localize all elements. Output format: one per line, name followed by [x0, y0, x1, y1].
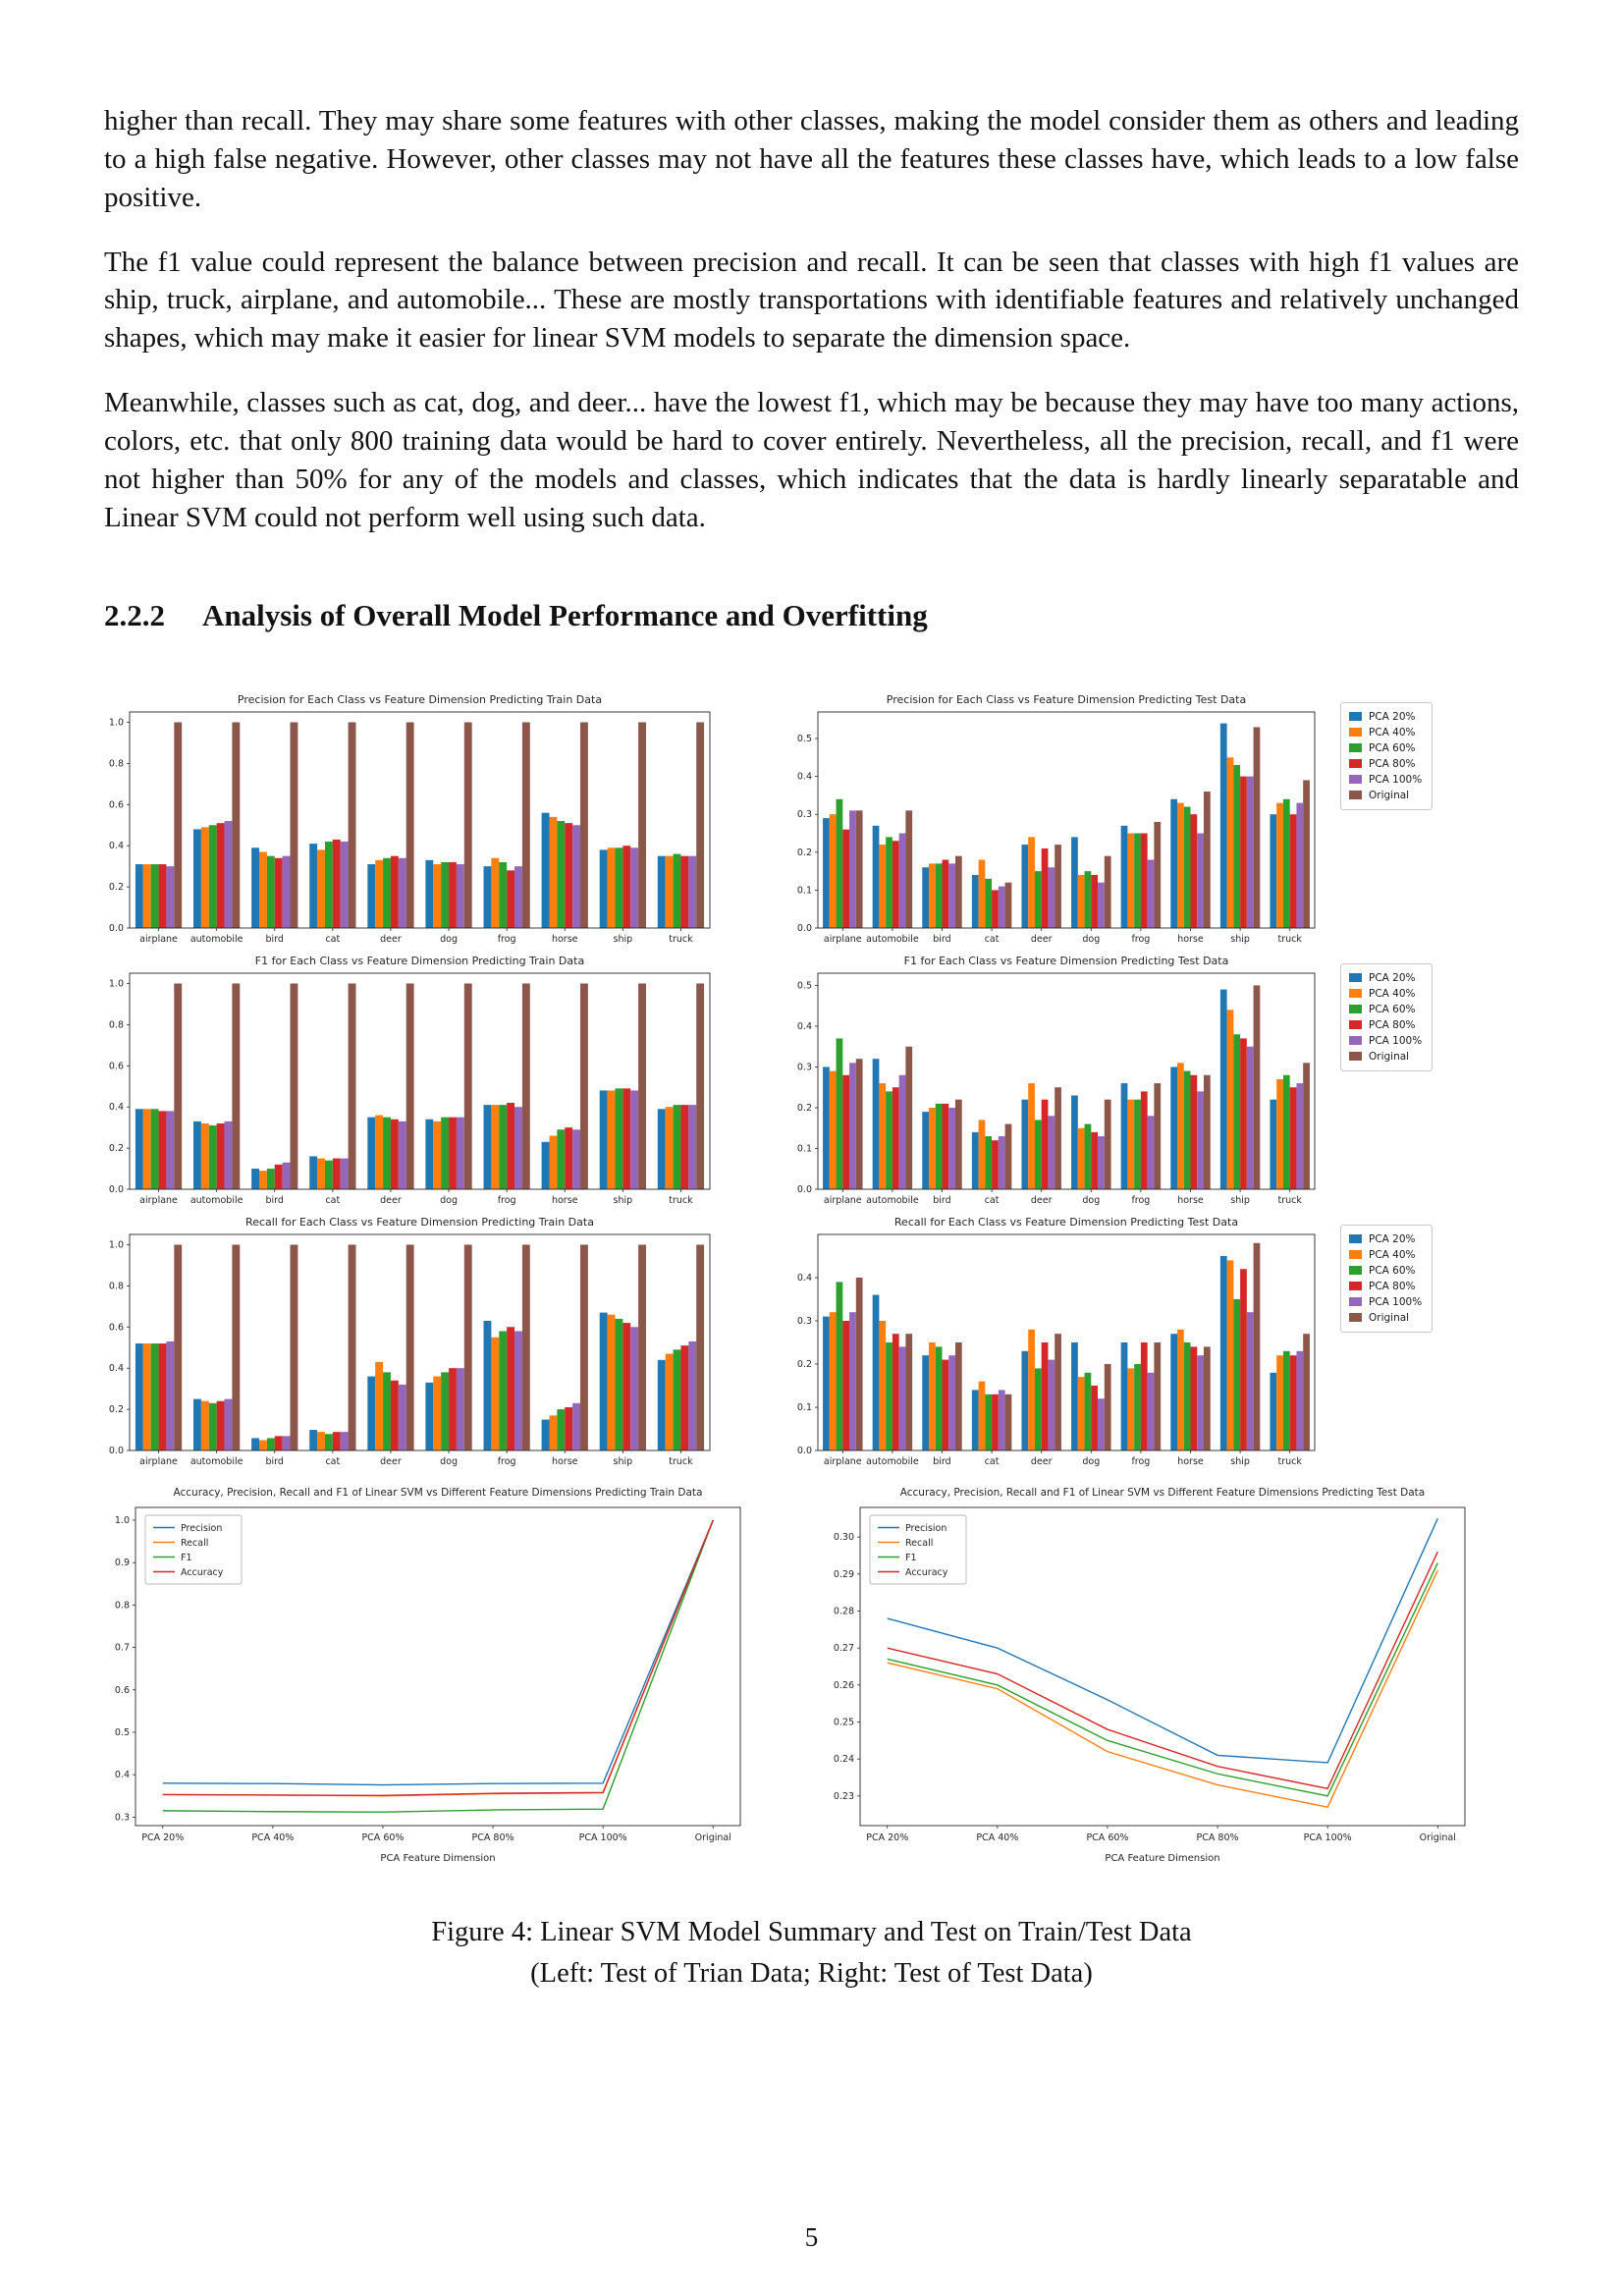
svg-text:truck: truck: [1277, 1194, 1302, 1206]
svg-text:0.28: 0.28: [833, 1606, 854, 1617]
svg-text:0.0: 0.0: [796, 922, 812, 934]
svg-text:truck: truck: [1277, 1455, 1302, 1467]
svg-text:automobile: automobile: [189, 1194, 243, 1206]
section-heading: [104, 598, 1519, 633]
legend-color-swatch: [1349, 1020, 1362, 1029]
svg-text:horse: horse: [1177, 1194, 1204, 1206]
svg-text:frog: frog: [497, 1194, 516, 1206]
svg-text:0.4: 0.4: [796, 1272, 812, 1284]
paragraph-3: Meanwhile, classes such as cat, dog, and deer... have the lowest f1, which may be because they may have too many actions, colors, etc. that only 800 training data would be hard to cover entirely. Nevertheless, all the precision, recall, and f1 were not higher than 50% for any of the models and classes, which indicates that the data is hardly linearly separatable and Linear SVM could not perform well using such data.: [104, 387, 1519, 533]
legend-color-swatch: [1349, 973, 1362, 982]
svg-text:bird: bird: [265, 1455, 284, 1467]
svg-text:Original: Original: [694, 1831, 731, 1843]
svg-text:automobile: automobile: [189, 1455, 243, 1467]
svg-text:0.24: 0.24: [833, 1753, 854, 1765]
svg-text:1.0: 1.0: [108, 717, 124, 729]
body-text-column: [0, 0, 1623, 633]
svg-text:automobile: automobile: [866, 1455, 919, 1467]
svg-text:0.4: 0.4: [796, 771, 812, 783]
svg-text:bird: bird: [265, 933, 284, 945]
svg-text:Accuracy, Precision, Recall an: Accuracy, Precision, Recall and F1 of Linear SVM vs Different Feature Dimensions Predicting Test Data: [899, 1486, 1426, 1499]
legend-recall-test: [1340, 1225, 1433, 1333]
svg-text:truck: truck: [669, 1194, 693, 1206]
svg-text:cat: cat: [325, 933, 341, 945]
svg-text:ship: ship: [613, 933, 633, 945]
f1-row: [86, 952, 1623, 1213]
chart-recall-test: [775, 1213, 1325, 1474]
svg-text:dog: dog: [1082, 1455, 1101, 1467]
svg-text:ship: ship: [613, 1194, 633, 1206]
svg-text:F1 for Each Class vs Feature D: F1 for Each Class vs Feature Dimension Predicting Train Data: [254, 954, 585, 967]
svg-text:F1: F1: [905, 1552, 917, 1563]
legend-label: PCA 100%: [1369, 773, 1423, 786]
svg-text:0.5: 0.5: [796, 980, 812, 992]
svg-text:frog: frog: [1131, 1194, 1151, 1206]
svg-text:Recall for Each Class vs Featu: Recall for Each Class vs Feature Dimension Predicting Train Data: [245, 1215, 594, 1229]
svg-text:0.6: 0.6: [114, 1684, 130, 1696]
svg-text:Precision: Precision: [181, 1522, 223, 1534]
legend-precision-test: [1340, 702, 1433, 810]
legend-entry: [1349, 1231, 1422, 1247]
svg-text:0.0: 0.0: [108, 1445, 124, 1456]
svg-text:Accuracy, Precision, Recall an: Accuracy, Precision, Recall and F1 of Linear SVM vs Different Feature Dimensions Predicting Train Data: [173, 1486, 703, 1499]
svg-text:0.8: 0.8: [108, 757, 124, 769]
svg-text:airplane: airplane: [139, 933, 178, 945]
legend-label: PCA 80%: [1369, 1018, 1416, 1031]
svg-text:Recall for Each Class vs Featu: Recall for Each Class vs Feature Dimension Predicting Test Data: [893, 1215, 1239, 1229]
legend-entry: [1349, 1002, 1422, 1017]
svg-text:PCA 20%: PCA 20%: [141, 1831, 185, 1843]
svg-text:0.23: 0.23: [833, 1790, 854, 1802]
svg-text:1.0: 1.0: [114, 1514, 130, 1526]
svg-text:horse: horse: [1177, 933, 1204, 945]
legend-entry: [1349, 1294, 1422, 1310]
svg-text:truck: truck: [1277, 933, 1302, 945]
legend-label: PCA 80%: [1369, 757, 1416, 770]
svg-text:0.8: 0.8: [114, 1599, 130, 1611]
legend-entry: [1349, 1310, 1422, 1326]
chart-precision-train: [86, 690, 720, 952]
svg-text:0.2: 0.2: [796, 847, 812, 858]
svg-text:airplane: airplane: [823, 933, 862, 945]
svg-text:0.0: 0.0: [796, 1445, 812, 1456]
svg-text:PCA 40%: PCA 40%: [251, 1831, 295, 1843]
svg-text:PCA 80%: PCA 80%: [471, 1831, 514, 1843]
svg-text:0.8: 0.8: [108, 1280, 124, 1291]
svg-text:0.4: 0.4: [114, 1769, 130, 1780]
legend-f1-test: [1340, 963, 1433, 1071]
svg-text:0.2: 0.2: [108, 1403, 124, 1415]
svg-text:deer: deer: [380, 1194, 402, 1206]
figure-4: [0, 690, 1623, 1867]
chart-summary-train: [86, 1482, 754, 1867]
svg-text:automobile: automobile: [866, 1194, 919, 1206]
precision-row: [86, 690, 1623, 952]
svg-text:0.4: 0.4: [796, 1020, 812, 1032]
svg-text:ship: ship: [1230, 1455, 1250, 1467]
svg-text:frog: frog: [1131, 1455, 1151, 1467]
svg-text:1.0: 1.0: [108, 1239, 124, 1251]
svg-text:0.1: 0.1: [796, 884, 812, 896]
legend-entry: [1349, 1017, 1422, 1033]
svg-text:dog: dog: [440, 1194, 458, 1206]
svg-text:automobile: automobile: [189, 933, 243, 945]
svg-text:cat: cat: [984, 933, 1000, 945]
paragraph-1: higher than recall. They may share some features with other classes, making the model consider them as others and leading to a high false negative. However, other classes may not have all the features these classes have, which leads to a low false positive.: [104, 105, 1519, 213]
svg-text:0.3: 0.3: [796, 808, 812, 820]
svg-text:0.30: 0.30: [833, 1531, 854, 1543]
figure-caption-line2: (Left: Test of Trian Data; Right: Test of Test Data): [530, 1958, 1093, 1990]
svg-text:cat: cat: [325, 1455, 341, 1467]
svg-text:horse: horse: [551, 1194, 578, 1206]
legend-label: PCA 20%: [1369, 971, 1416, 984]
legend-color-swatch: [1349, 759, 1362, 768]
paragraph-2: The f1 value could represent the balance between precision and recall. It can be seen that classes with high f1 values are ship, truck, airplane, and automobile... These are mostly transportations with identifiable features and relatively unchanged shapes, which may make it easier for linear SVM models to separate the dimension space.: [104, 246, 1519, 355]
chart-f1-test: [775, 952, 1325, 1213]
svg-text:0.27: 0.27: [833, 1642, 854, 1654]
figure-caption: [0, 1912, 1623, 1996]
svg-text:airplane: airplane: [139, 1194, 178, 1206]
svg-text:frog: frog: [497, 933, 516, 945]
legend-entry: [1349, 740, 1422, 756]
svg-text:horse: horse: [551, 1455, 578, 1467]
svg-text:0.3: 0.3: [114, 1811, 130, 1823]
svg-text:0.7: 0.7: [114, 1642, 130, 1654]
svg-text:ship: ship: [1230, 1194, 1250, 1206]
svg-text:0.6: 0.6: [108, 1060, 124, 1071]
recall-row: [86, 1213, 1623, 1474]
svg-text:F1: F1: [181, 1552, 192, 1563]
svg-text:deer: deer: [1030, 1455, 1053, 1467]
svg-text:F1 for Each Class vs Feature D: F1 for Each Class vs Feature Dimension Predicting Test Data: [903, 954, 1229, 967]
svg-text:0.1: 0.1: [796, 1401, 812, 1413]
svg-text:0.5: 0.5: [796, 733, 812, 744]
svg-text:0.2: 0.2: [108, 1142, 124, 1154]
page-number: 5: [804, 2222, 819, 2252]
legend-color-swatch: [1349, 1282, 1362, 1290]
legend-label: PCA 20%: [1369, 710, 1416, 723]
svg-text:horse: horse: [1177, 1455, 1204, 1467]
legend-label: Original: [1369, 789, 1410, 801]
legend-color-swatch: [1349, 1052, 1362, 1061]
legend-label: PCA 60%: [1369, 1003, 1416, 1015]
legend-color-swatch: [1349, 743, 1362, 752]
svg-text:0.0: 0.0: [108, 922, 124, 934]
svg-text:deer: deer: [380, 1455, 402, 1467]
legend-entry: [1349, 772, 1422, 788]
svg-text:0.4: 0.4: [108, 1101, 124, 1113]
svg-text:1.0: 1.0: [108, 978, 124, 990]
section-title: Analysis of Overall Model Performance and Overfitting: [202, 597, 928, 632]
svg-text:PCA Feature Dimension: PCA Feature Dimension: [380, 1852, 496, 1864]
svg-text:0.6: 0.6: [108, 1321, 124, 1333]
svg-text:bird: bird: [933, 933, 951, 945]
legend-color-swatch: [1349, 1036, 1362, 1045]
svg-text:airplane: airplane: [823, 1194, 862, 1206]
chart-summary-test: [811, 1482, 1479, 1867]
svg-text:deer: deer: [1030, 933, 1053, 945]
svg-text:deer: deer: [380, 933, 402, 945]
svg-text:dog: dog: [440, 933, 458, 945]
legend-color-swatch: [1349, 989, 1362, 998]
svg-text:Accuracy: Accuracy: [181, 1566, 224, 1578]
svg-text:dog: dog: [1082, 933, 1101, 945]
svg-text:0.4: 0.4: [108, 1362, 124, 1374]
svg-text:Accuracy: Accuracy: [905, 1566, 948, 1578]
legend-label: PCA 100%: [1369, 1034, 1423, 1047]
svg-text:truck: truck: [669, 933, 693, 945]
svg-text:PCA 80%: PCA 80%: [1196, 1831, 1239, 1843]
legend-label: PCA 60%: [1369, 1264, 1416, 1277]
svg-text:ship: ship: [613, 1455, 633, 1467]
svg-text:dog: dog: [440, 1455, 458, 1467]
svg-text:PCA Feature Dimension: PCA Feature Dimension: [1105, 1852, 1220, 1864]
svg-text:0.1: 0.1: [796, 1143, 812, 1155]
svg-text:Recall: Recall: [181, 1537, 209, 1549]
svg-text:PCA 100%: PCA 100%: [578, 1831, 627, 1843]
svg-text:0.2: 0.2: [796, 1102, 812, 1114]
svg-text:airplane: airplane: [139, 1455, 178, 1467]
svg-text:0.6: 0.6: [108, 798, 124, 810]
svg-text:dog: dog: [1082, 1194, 1101, 1206]
legend-color-swatch: [1349, 775, 1362, 784]
legend-label: PCA 20%: [1369, 1232, 1416, 1245]
svg-text:Original: Original: [1419, 1831, 1456, 1843]
legend-entry: [1349, 1247, 1422, 1263]
legend-color-swatch: [1349, 1313, 1362, 1322]
legend-entry: [1349, 1033, 1422, 1049]
legend-color-swatch: [1349, 1250, 1362, 1259]
legend-label: Original: [1369, 1311, 1410, 1324]
svg-text:cat: cat: [984, 1194, 1000, 1206]
svg-text:0.3: 0.3: [796, 1062, 812, 1073]
legend-label: PCA 40%: [1369, 987, 1416, 1000]
svg-text:cat: cat: [325, 1194, 341, 1206]
svg-text:bird: bird: [933, 1455, 951, 1467]
legend-label: PCA 40%: [1369, 726, 1416, 738]
svg-text:ship: ship: [1230, 933, 1250, 945]
legend-entry: [1349, 756, 1422, 772]
legend-entry: [1349, 725, 1422, 740]
legend-color-swatch: [1349, 791, 1362, 799]
legend-entry: [1349, 1263, 1422, 1279]
legend-color-swatch: [1349, 712, 1362, 721]
svg-text:PCA 100%: PCA 100%: [1303, 1831, 1352, 1843]
legend-entry: [1349, 1279, 1422, 1294]
chart-precision-test: [775, 690, 1325, 952]
legend-color-swatch: [1349, 1005, 1362, 1013]
svg-text:0.26: 0.26: [833, 1679, 854, 1691]
svg-text:frog: frog: [497, 1455, 516, 1467]
svg-text:airplane: airplane: [823, 1455, 862, 1467]
section-number: 2.2.2: [104, 597, 165, 632]
legend-color-swatch: [1349, 1297, 1362, 1306]
svg-text:automobile: automobile: [866, 933, 919, 945]
svg-text:deer: deer: [1030, 1194, 1053, 1206]
legend-entry: [1349, 788, 1422, 803]
legend-label: PCA 100%: [1369, 1295, 1423, 1308]
svg-text:0.8: 0.8: [108, 1018, 124, 1030]
figure-caption-line1: Figure 4: Linear SVM Model Summary and Test on Train/Test Data: [431, 1916, 1192, 1947]
legend-color-swatch: [1349, 1234, 1362, 1243]
svg-text:PCA 40%: PCA 40%: [976, 1831, 1019, 1843]
svg-text:Precision for Each Class vs Fe: Precision for Each Class vs Feature Dimension Predicting Train Data: [237, 692, 603, 706]
svg-text:PCA 60%: PCA 60%: [1086, 1831, 1129, 1843]
svg-text:cat: cat: [984, 1455, 1000, 1467]
svg-text:PCA 20%: PCA 20%: [866, 1831, 909, 1843]
svg-text:bird: bird: [265, 1194, 284, 1206]
svg-text:0.2: 0.2: [108, 881, 124, 893]
legend-entry: [1349, 986, 1422, 1002]
svg-text:0.9: 0.9: [114, 1557, 130, 1568]
chart-recall-train: [86, 1213, 720, 1474]
svg-text:0.29: 0.29: [833, 1568, 854, 1580]
svg-text:0.0: 0.0: [108, 1183, 124, 1195]
legend-label: PCA 80%: [1369, 1280, 1416, 1292]
svg-text:horse: horse: [551, 933, 578, 945]
svg-text:0.25: 0.25: [833, 1717, 854, 1728]
legend-entry: [1349, 1049, 1422, 1065]
svg-text:PCA 60%: PCA 60%: [361, 1831, 405, 1843]
svg-text:Precision for Each Class vs Fe: Precision for Each Class vs Feature Dimension Predicting Test Data: [886, 692, 1247, 706]
svg-text:Recall: Recall: [905, 1537, 934, 1549]
svg-text:0.0: 0.0: [796, 1183, 812, 1195]
chart-f1-train: [86, 952, 720, 1213]
svg-text:0.2: 0.2: [796, 1358, 812, 1370]
legend-color-swatch: [1349, 1266, 1362, 1275]
svg-text:0.4: 0.4: [108, 840, 124, 851]
svg-text:frog: frog: [1131, 933, 1151, 945]
legend-label: Original: [1369, 1050, 1410, 1063]
svg-text:0.5: 0.5: [114, 1726, 130, 1738]
legend-entry: [1349, 970, 1422, 986]
summary-row: [86, 1474, 1623, 1867]
svg-text:Precision: Precision: [905, 1522, 947, 1534]
legend-label: PCA 60%: [1369, 741, 1416, 754]
legend-entry: [1349, 709, 1422, 725]
svg-text:bird: bird: [933, 1194, 951, 1206]
legend-label: PCA 40%: [1369, 1248, 1416, 1261]
svg-text:truck: truck: [669, 1455, 693, 1467]
svg-text:0.3: 0.3: [796, 1315, 812, 1327]
legend-color-swatch: [1349, 728, 1362, 737]
